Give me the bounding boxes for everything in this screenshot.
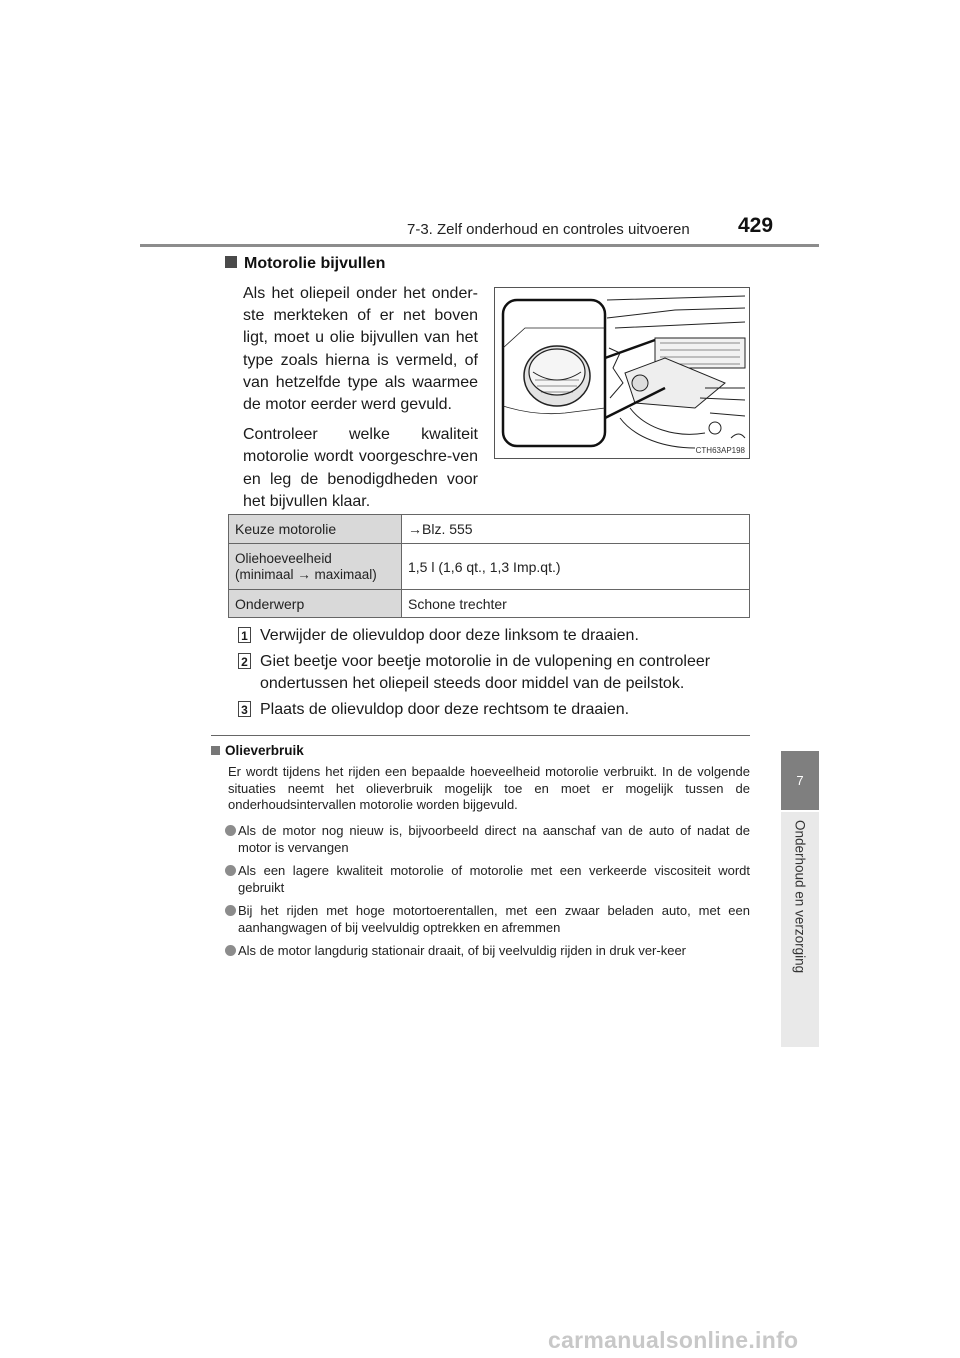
page-number: 429 bbox=[738, 214, 774, 237]
step-text: Giet beetje voor beetje motorolie in de vulopening en controleer ondertussen het oliepeil steeds door middel van de peilstok. bbox=[260, 653, 711, 692]
header-divider bbox=[140, 244, 819, 247]
circle-bullet-icon bbox=[225, 865, 236, 876]
square-bullet-icon bbox=[225, 256, 237, 268]
intro-paragraph: Controleer welke kwaliteit motorolie wordt voorgeschre-ven en leg de benodigdheden voor het bijvullen klaar. bbox=[243, 426, 478, 510]
chapter-title: Onderhoud en verzorging bbox=[792, 820, 808, 974]
note-title: Olieverbruik bbox=[211, 743, 304, 758]
table-value-page-link[interactable]: →Blz. 555 bbox=[402, 515, 750, 544]
section-title: Motorolie bijvullen bbox=[225, 255, 385, 273]
step-number: 1 bbox=[238, 627, 251, 643]
step-text: Plaats de olievuldop door deze rechtsom te draaien. bbox=[260, 701, 630, 718]
running-header: 7-3. Zelf onderhoud en controles uitvoeren bbox=[407, 221, 690, 238]
list-item: Bij het rijden met hoge motortoerentallen, met een zwaar beladen auto, met een aanhangwagen of bij veelvuldig optrekken en afremmen bbox=[225, 903, 750, 936]
table-key: Onderwerp bbox=[229, 590, 402, 618]
step-number: 3 bbox=[238, 701, 251, 717]
table-key: Oliehoeveelheid (minimaal → maximaal) bbox=[229, 544, 402, 590]
circle-bullet-icon bbox=[225, 945, 236, 956]
oil-spec-table bbox=[228, 514, 750, 618]
intro-text bbox=[243, 283, 478, 521]
table-key: Keuze motorolie bbox=[229, 515, 402, 544]
circle-bullet-icon bbox=[225, 905, 236, 916]
step-text: Verwijder de olievuldop door deze linksom te draaien. bbox=[260, 627, 639, 644]
list-item: Als een lagere kwaliteit motorolie of motorolie met een verkeerde viscositeit wordt gebruikt bbox=[225, 863, 750, 896]
watermark: carmanualsonline.info bbox=[548, 1327, 799, 1353]
table-value: 1,5 l (1,6 qt., 1,3 Imp.qt.) bbox=[402, 544, 750, 590]
step-item bbox=[238, 625, 750, 647]
list-item: Als de motor nog nieuw is, bijvoorbeeld direct na aanschaf van de auto of nadat de motor is vervangen bbox=[225, 823, 750, 856]
chapter-number: 7 bbox=[796, 773, 804, 788]
figure-code: CTH63AP198 bbox=[695, 446, 745, 455]
oil-filler-cap-illustration bbox=[494, 287, 750, 459]
table-row bbox=[229, 590, 750, 618]
intro-paragraph: Als het oliepeil onder het onder-ste merkteken of er net boven ligt, moet u olie bijvullen van het type zoals hierna is vermeld, of van hetzelfde type als waarmee de motor eerder werd gevuld. bbox=[243, 285, 478, 414]
engine-bay-drawing bbox=[495, 288, 750, 459]
list-item: Als de motor langdurig stationair draait, of bij veelvuldig rijden in druk ver-keer bbox=[225, 943, 750, 960]
table-row bbox=[229, 515, 750, 544]
note-paragraph: Er wordt tijdens het rijden een bepaalde hoeveelheid motorolie verbruikt. In de volgende situaties neemt het olieverbruik mogelijk toe en moet er mogelijk tussen de onderhoudsintervallen motorolie worden bijgevuld. bbox=[228, 764, 750, 812]
step-number: 2 bbox=[238, 653, 251, 669]
step-item bbox=[238, 699, 750, 721]
chapter-tab bbox=[781, 751, 819, 810]
table-value: Schone trechter bbox=[402, 590, 750, 618]
section-divider bbox=[211, 735, 750, 736]
table-row bbox=[229, 544, 750, 590]
circle-bullet-icon bbox=[225, 825, 236, 836]
square-bullet-icon bbox=[211, 746, 220, 755]
step-item bbox=[238, 651, 750, 695]
